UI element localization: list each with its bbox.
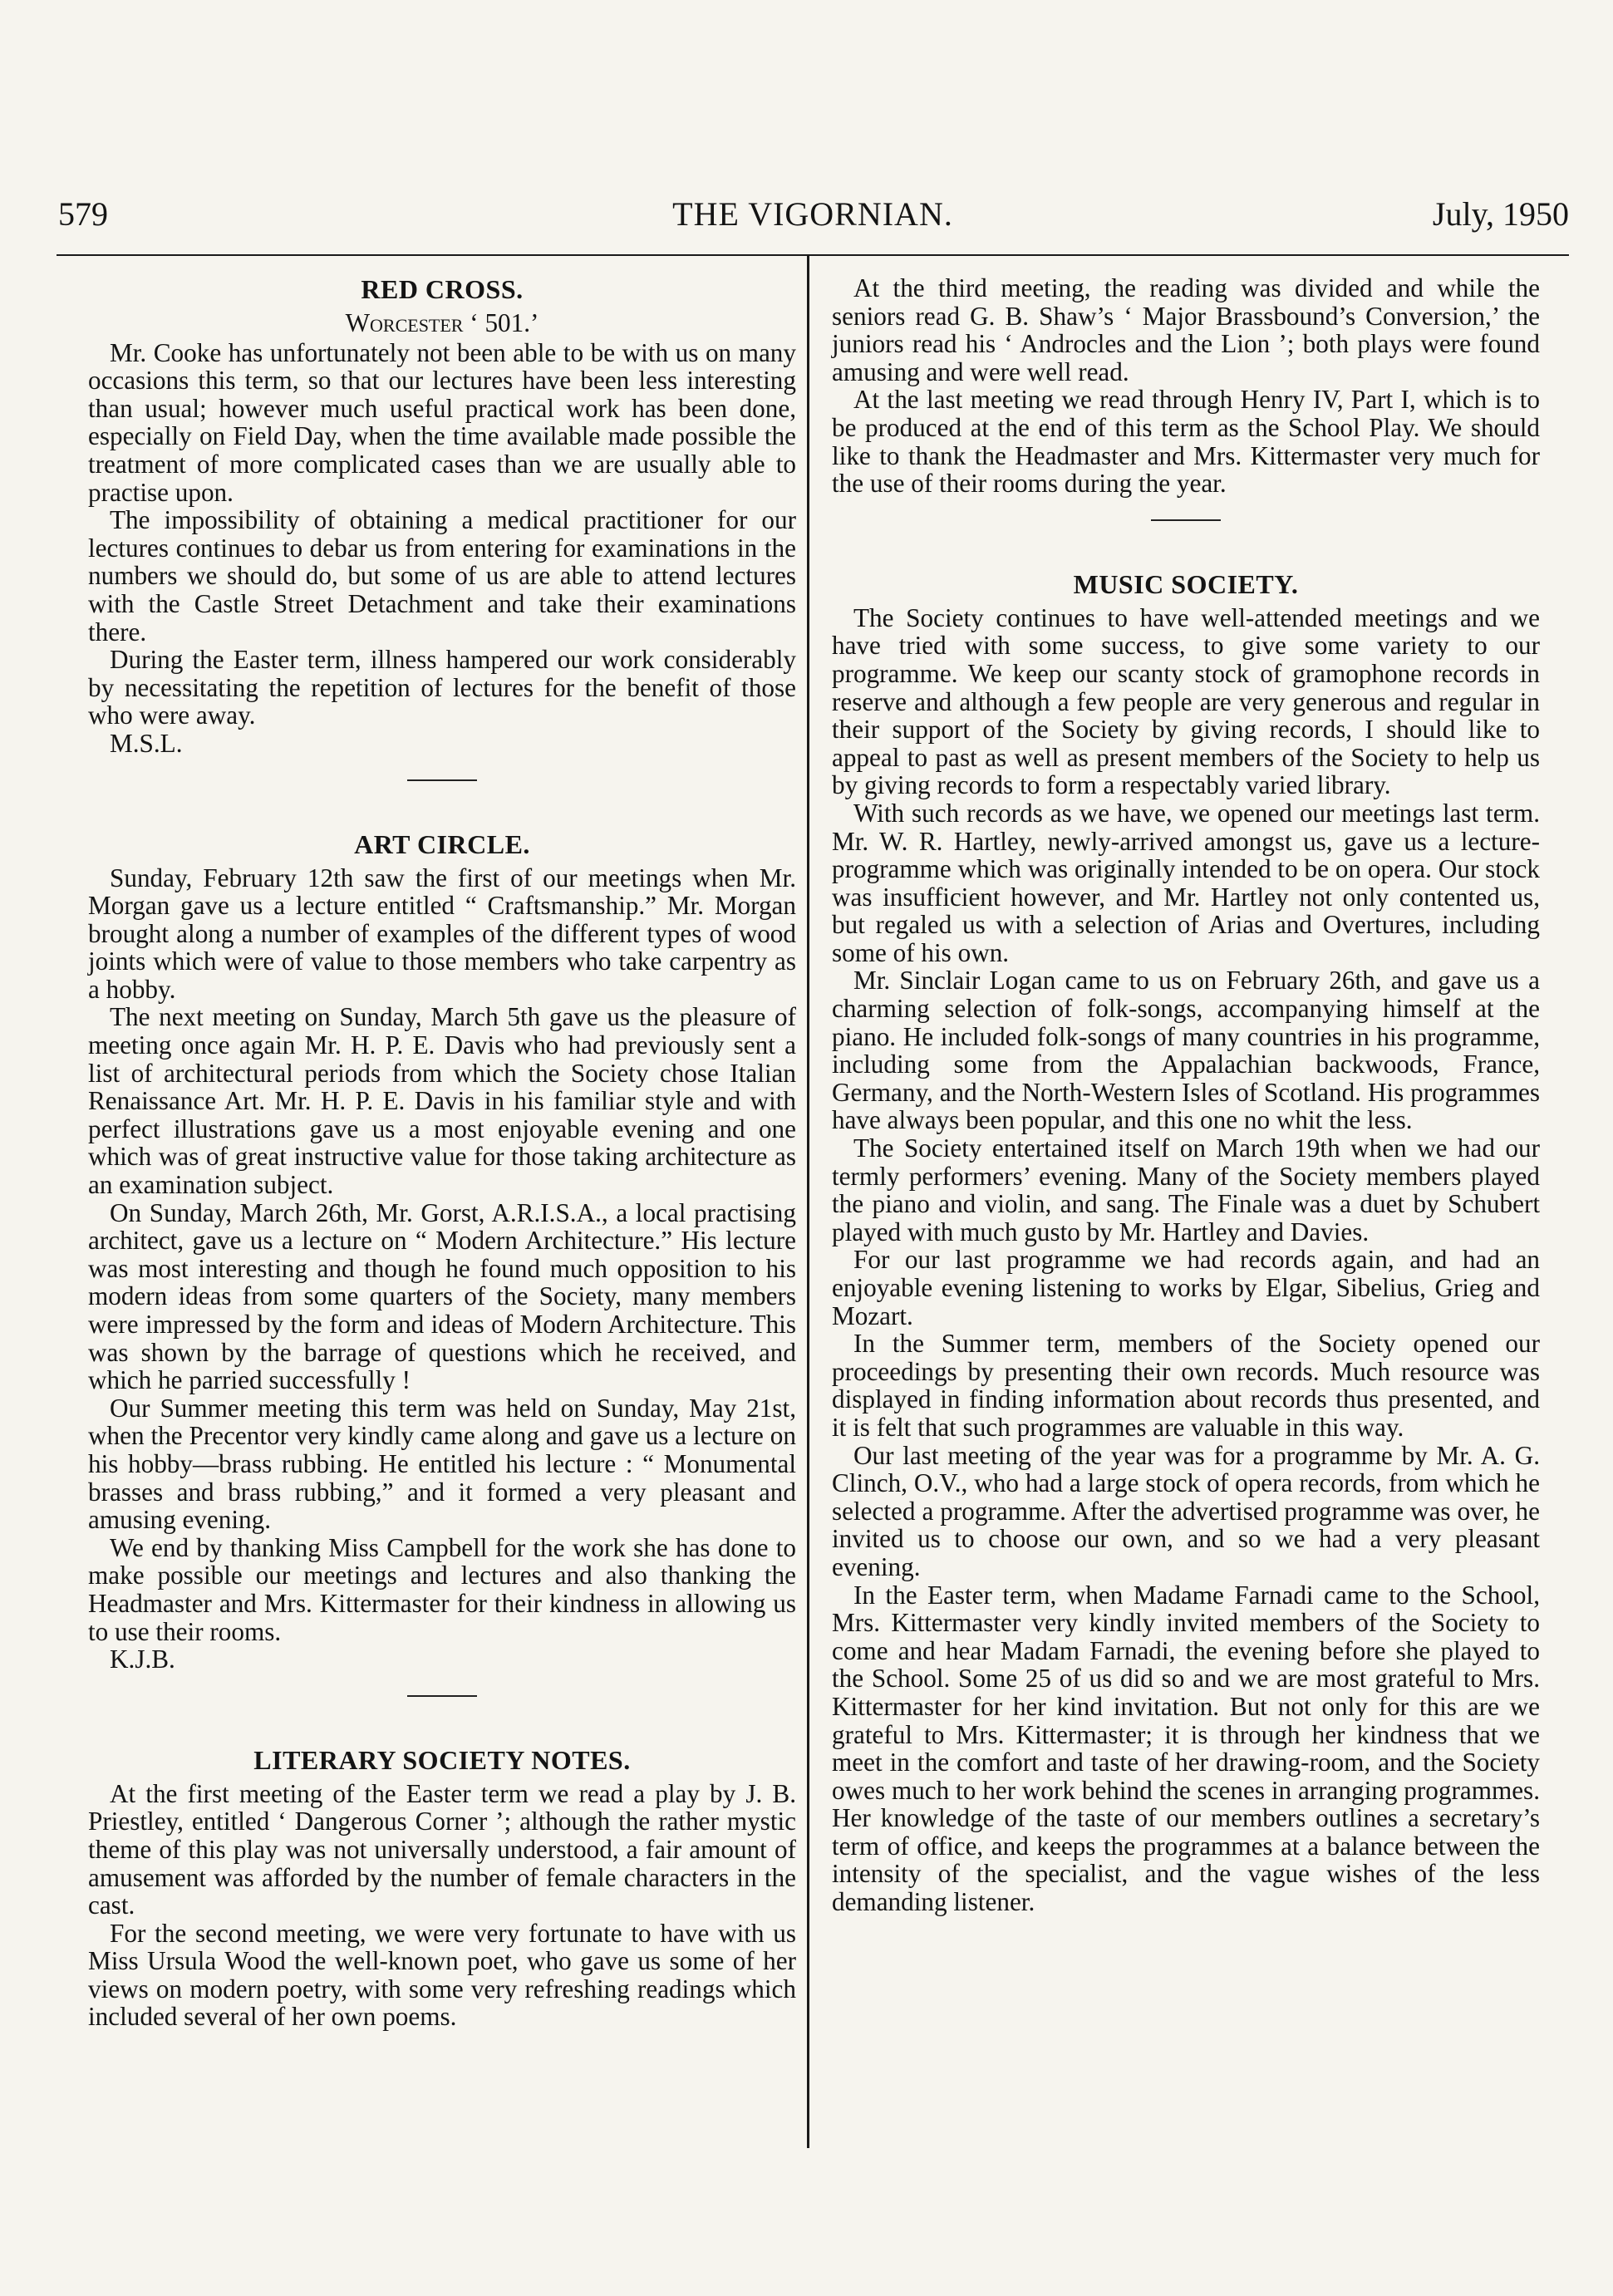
paragraph: We end by thanking Miss Campbell for the work she has done to make possible our meetings and lectures and also thanking the Headmaster and Mrs. Kittermaster for their kindness in allowing us to use their rooms. [88,1532,796,1646]
paragraph: At the first meeting of the Easter term we read a play by J. B. Priestley, entitled ‘ Dangerous Corner ’; although the rather mystic theme of this play was not universally understood, a fair amount of amusement was afforded by the number of female characters in the cast. [88,1778,796,1920]
section-heading: LITERARY SOCIETY NOTES. [253,1744,631,1775]
section-art-circle [88,829,796,1697]
paragraph: During the Easter term, illness hampered our work considerably by necessitating the repetition of lectures for the benefit of those who were away. [88,645,796,730]
paragraph: The next meeting on Sunday, March 5th gave us the pleasure of meeting once again Mr. H. P. E. Davis who had previously sent a list of architectural periods from which the Society chose Italian Renaissance Art. Mr. H. P. E. Davis in his familiar style and with perfect illustrations gave us a most enjoyable evening and one which was of great instructive value for those taking architecture as an examination subject. [88,1002,796,1200]
publication-title: THE VIGORNIAN. [672,195,953,233]
paragraph: In the Easter term, when Madame Farnadi came to the School, Mrs. Kittermaster very kindly invited members of the Society to come and hear Madam Farnadi, the evening before she played to the School. Some 25 of us did so and we are most grateful to Mrs. Kittermaster for her kind invitation. But not only for this are we grateful to Mrs. Kittermaster; it is through her kindness that we meet in the comfort and taste of her drawing-room, and the Society owes much to her work behind the scenes in arranging programmes. Her knowledge of the taste of our members outlines a secretary’s term of office, and keeps the programmes at a balance between the intensity of the specialist, and the vague wishes of the less demanding listener. [832,1580,1540,1917]
right-column [832,274,1540,1916]
section-subheading: Worcester ‘ 501.’ [345,308,539,337]
paragraph: Our last meeting of the year was for a programme by Mr. A. G. Clinch, O.V., who had a large stock of opera records, from which he selected a programme. After the advertised programme was over, he invited us to choose our own, and so we had a very pleasant evening. [832,1440,1540,1581]
paragraph: At the last meeting we read through Henry IV, Part I, which is to be produced at the end of this term as the School Play. We should like to thank the Headmaster and Mrs. Kittermaster very much for the use of their rooms during the year. [832,385,1540,499]
paragraph: For the second meeting, we were very fortunate to have with us Miss Ursula Wood the well-known poet, who gave us some of her views on modern poetry, with some very refreshing readings which included several of her own poems. [88,1918,796,2032]
paragraph: The Society entertained itself on March 19th when we had our termly performers’ evening. Many of the Society members played the piano and violin, and sang. The Finale was a duet by Schubert played with much gusto by Mr. Hartley and Davies. [832,1133,1540,1246]
left-column [88,274,796,2031]
paragraph: Sunday, February 12th saw the first of our meetings when Mr. Morgan gave us a lecture entitled “ Craftsmanship.” Mr. Morgan brought along a number of examples of the different types of wood joints which were of value to those members who take carpentry as a hobby. [88,863,796,1004]
author-initials: M.S.L. [110,728,183,758]
issue-date: July, 1950 [1432,195,1569,233]
author-initials: K.J.B. [110,1645,175,1674]
page-header [57,188,1569,238]
section-red-cross [88,274,796,781]
paragraph: Mr. Sinclair Logan came to us on February 26th, and gave us a charming selection of folk-songs, accompanying himself at the piano. He included folk-songs of many countries in his programme, including some from the Appalachian backwoods, France, Germany, and the North-Western Isles of Scotland. His programmes have always been popular, and this one no whit the less. [832,966,1540,1135]
paragraph: The Society continues to have well-attended meetings and we have tried with some success, to give some variety to our programme. We keep our scanty stock of gramophone records in reserve and although a few people are very generous and regular in their support of the Society by giving records, I should like to appeal to past as well as present members of the Society to help us by giving records to form a respectably varied library. [832,602,1540,800]
page-number: 579 [58,195,108,233]
paragraph: On Sunday, March 26th, Mr. Gorst, A.R.I.S.A., a local practising architect, gave us a lecture on “ Modern Architecture.” His lecture was most interesting and though he found much opposition to his modern ideas from some quarters of the Society, many members were impressed by the form and ideas of Modern Architecture. This was shown by the barrage of questions which he received, and which he parried successfully ! [88,1197,796,1395]
paragraph: For our last programme we had records again, and had an enjoyable evening listening to works by Elgar, Sibelius, Grieg and Mozart. [832,1245,1540,1330]
section-heading: RED CROSS. [361,274,524,304]
paragraph: Our Summer meeting this term was held on Sunday, May 21st, when the Precentor very kindly came along and gave us a lecture on his hobby—brass rubbing. He entitled his lecture : “ Monumental brasses and brass rubbing,” and it formed a very pleasant and amusing evening. [88,1393,796,1535]
paragraph: At the third meeting, the reading was divided and while the seniors read G. B. Shaw’s ‘ Major Brassbound’s Conversion,’ the juniors read his ‘ Androcles and the Lion ’; both plays were found amusing and were well read. [832,273,1540,386]
section-separator [407,1695,477,1697]
section-separator [1151,519,1221,521]
header-rule [57,254,1569,256]
paragraph: Mr. Cooke has unfortunately not been able to be with us on many occasions this term, so that our lectures have been less interesting than usual; however much useful practical work has been done, especially on Field Day, when the time available made possible the treatment of more complicated cases than we are usually able to practise upon. [88,337,796,507]
paragraph: With such records as we have, we opened our meetings last term. Mr. W. R. Hartley, newly-arrived amongst us, gave us a lecture-programme which was originally intended to be on opera. Our stock was insufficient however, and Mr. Hartley not only contented us, but regaled us with a selection of Arias and Overtures, including some of his own. [832,798,1540,967]
section-literary-continued [832,274,1540,521]
section-literary-society [88,1745,796,2031]
section-separator [407,779,477,781]
section-heading: ART CIRCLE. [354,828,530,859]
paragraph: In the Summer term, members of the Society opened our proceedings by presenting their own records. Much resource was displayed in finding information about records thus presented, and it is felt that such programmes are valuable in this way. [832,1329,1540,1442]
column-divider [807,256,809,2148]
section-heading: MUSIC SOCIETY. [1073,568,1299,599]
paragraph: The impossibility of obtaining a medical practitioner for our lectures continues to debar us from entering for examinations in the numbers we should do, but some of us are able to attend lectures with the Castle Street Detachment and take their examinations there. [88,505,796,647]
section-music-society [832,569,1540,1916]
